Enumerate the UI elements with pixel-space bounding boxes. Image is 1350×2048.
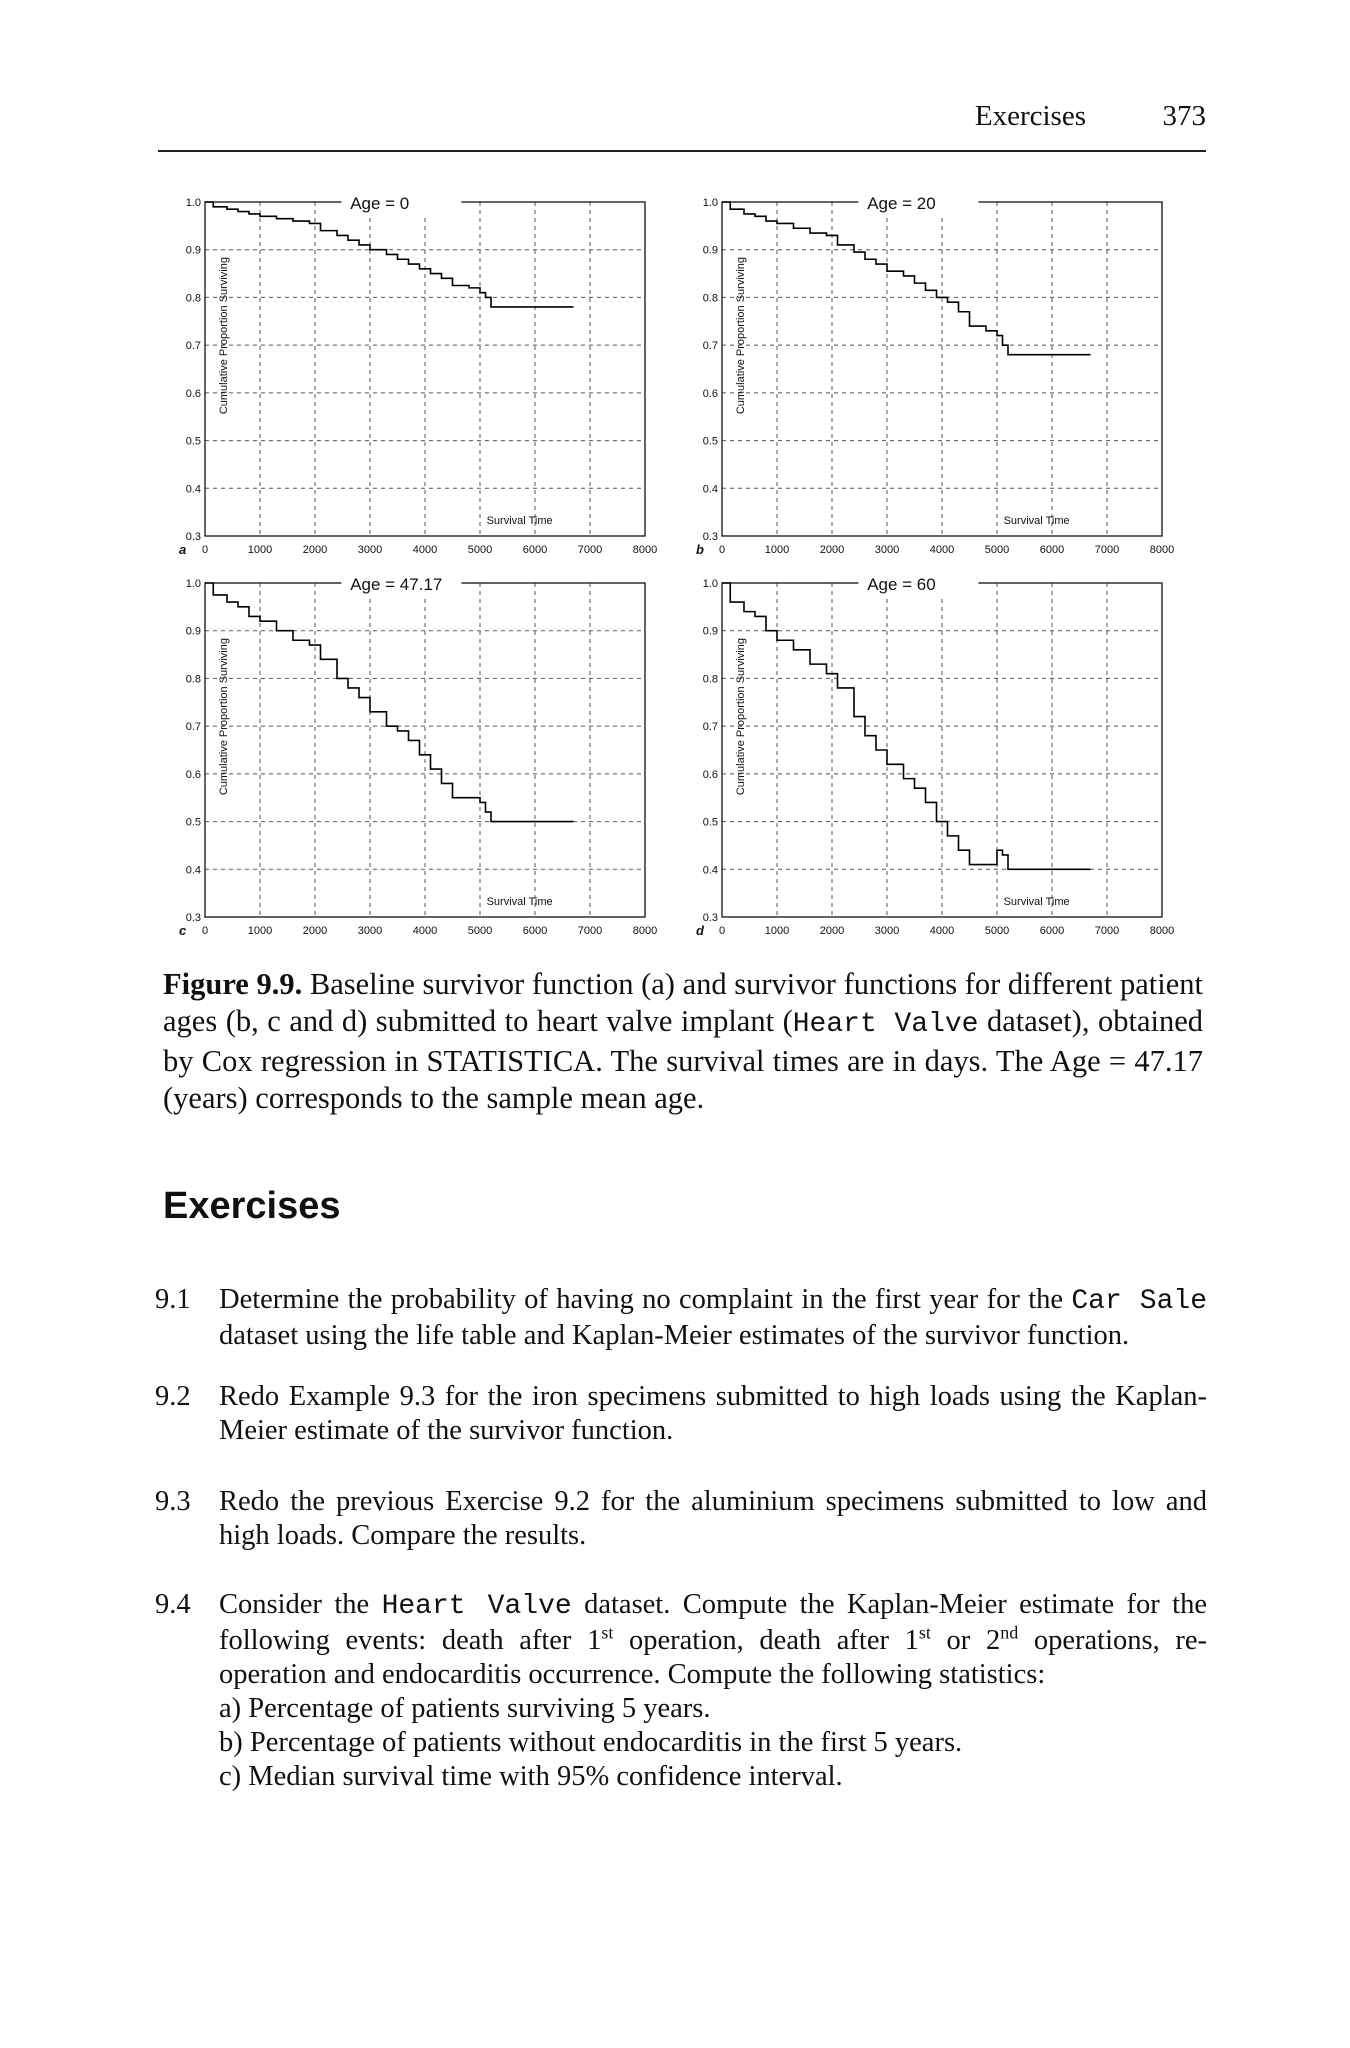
x-tick-label: 6000 [1039,544,1065,556]
superscript: st [918,1622,931,1643]
x-tick-label: 7000 [1094,925,1120,937]
y-axis-label: Cumulative Proportion Surviving [735,638,747,796]
x-tick-label: 0 [718,925,726,937]
y-axis-label: Cumulative Proportion Surviving [735,257,747,415]
exercises-heading: Exercises [163,1185,341,1227]
y-tick-label: 1.0 [702,578,718,590]
y-tick-label: 0.7 [185,721,201,734]
y-tick-label: 0.4 [185,483,201,496]
x-tick-label: 0 [718,544,726,556]
header-section-title: Exercises [974,100,1086,132]
x-tick-label: 8000 [1149,925,1175,937]
x-tick-label: 1000 [764,925,790,937]
chart-panel-c [179,573,657,938]
y-tick-label: 0.8 [702,292,718,305]
y-tick-label: 0.6 [185,387,201,400]
x-tick-label: 1000 [247,925,273,937]
y-tick-label: 0.3 [185,912,201,924]
x-tick-label: 6000 [522,544,548,556]
exercise-text: operation, death after 1 [613,1625,919,1656]
y-tick-label: 0.7 [702,721,718,734]
y-axis-label: Cumulative Proportion Surviving [218,638,230,796]
x-tick-label: 1000 [764,544,790,556]
x-tick-label: 3000 [874,925,900,937]
y-tick-label: 0.5 [185,816,201,829]
x-tick-label: 4000 [929,925,955,937]
chart-title: Age = 47.17 [350,575,443,594]
x-tick-label: 4000 [412,925,438,937]
x-tick-label: 4000 [929,544,955,556]
chart-title: Age = 0 [350,194,410,213]
x-tick-label: 4000 [412,544,438,556]
y-tick-label: 0.9 [185,244,201,257]
exercise-dataset-name: Heart Valve [381,1591,572,1622]
y-tick-label: 0.4 [702,864,718,877]
x-tick-label: 6000 [1039,925,1065,937]
x-tick-label: 0 [201,544,209,556]
caption-dataset-name: Heart Valve [792,1009,979,1040]
x-axis-label: Survival Time [486,515,553,527]
panel-letter: b [696,542,704,557]
exercise-9-1 [155,1283,1207,1353]
x-tick-label: 7000 [577,544,603,556]
exercise-text: Redo Example 9.3 for the iron specimens submitted to high loads using the Kaplan-Meier estimate of the survivor function. [219,1381,1207,1446]
chart-panel-b [696,192,1174,557]
y-tick-label: 0.9 [702,625,718,638]
exercise-text: Redo the previous Exercise 9.2 for the aluminium specimens submitted to low and high loads. Compare the results. [219,1486,1207,1551]
caption-label: Figure 9.9. [163,967,303,1001]
x-axis-label: Survival Time [486,896,553,908]
exercise-subitem: a) Percentage of patients surviving 5 years. [219,1693,711,1724]
chart-panel-a [179,192,657,557]
chart-title: Age = 60 [867,575,936,594]
x-tick-label: 6000 [522,925,548,937]
y-axis-label: Cumulative Proportion Surviving [218,257,230,415]
exercise-number: 9.1 [155,1284,191,1315]
exercise-subitem: c) Median survival time with 95% confidence interval. [219,1761,843,1792]
x-tick-label: 3000 [357,925,383,937]
x-tick-label: 0 [201,925,209,937]
superscript: st [601,1622,614,1643]
exercise-number: 9.3 [155,1486,191,1517]
superscript: nd [1000,1622,1019,1643]
y-tick-label: 0.6 [702,387,718,400]
exercise-text: dataset. Compute the Kaplan-Meier estimate for the following events: death after 1 [219,1589,1207,1656]
y-tick-label: 0.8 [702,673,718,686]
x-tick-label: 5000 [984,925,1010,937]
y-tick-label: 0.3 [702,912,718,924]
y-tick-label: 0.9 [185,625,201,638]
panel-letter: d [696,923,704,938]
x-tick-label: 7000 [577,925,603,937]
x-tick-label: 8000 [632,925,658,937]
panel-letter: a [179,542,187,557]
exercise-text: dataset using the life table and Kaplan-Meier estimates of the survivor function. [219,1320,1130,1351]
exercise-number: 9.2 [155,1381,191,1412]
y-tick-label: 0.8 [185,292,201,305]
x-tick-label: 2000 [302,544,328,556]
exercise-text: operations, re-operation and endocarditis occurrence. Compute the following statistics: [219,1625,1207,1690]
y-tick-label: 0.7 [702,340,718,353]
x-tick-label: 2000 [819,925,845,937]
y-tick-label: 0.3 [185,531,201,543]
exercise-dataset-name: Car Sale [1071,1286,1207,1317]
y-tick-label: 0.9 [702,244,718,257]
y-tick-label: 1.0 [185,197,201,209]
exercise-number: 9.4 [155,1589,191,1620]
x-tick-label: 5000 [467,925,493,937]
y-tick-label: 0.5 [702,816,718,829]
y-tick-label: 0.8 [185,673,201,686]
x-tick-label: 8000 [1149,544,1175,556]
y-tick-label: 0.6 [702,768,718,781]
figure-caption [163,966,1203,1117]
y-tick-label: 1.0 [185,578,201,590]
chart-title: Age = 20 [867,194,936,213]
y-tick-label: 0.7 [185,340,201,353]
x-tick-label: 2000 [819,544,845,556]
x-tick-label: 2000 [302,925,328,937]
x-axis-label: Survival Time [1003,896,1070,908]
panel-letter: c [179,923,187,938]
y-tick-label: 0.4 [185,864,201,877]
y-tick-label: 0.5 [702,435,718,448]
caption-text-1: Baseline survivor function (a) and survivor functions for different patient ages (b, c and d) submitted to heart valve implant ( [163,967,1203,1038]
y-tick-label: 0.3 [702,531,718,543]
x-tick-label: 5000 [984,544,1010,556]
exercise-text: Determine the probability of having no complaint in the first year for the [219,1284,1072,1315]
exercise-9-2 [155,1380,1207,1448]
x-axis-label: Survival Time [1003,515,1070,527]
x-tick-label: 5000 [467,544,493,556]
x-tick-label: 3000 [874,544,900,556]
x-tick-label: 8000 [632,544,658,556]
caption-text-2: dataset), obtained by Cox regression in STATISTICA. The survival times are in days. The Age = 47.17 (years) corresponds to the sample mean age. [163,1004,1204,1115]
x-tick-label: 1000 [247,544,273,556]
figure-9-9 [155,190,1200,955]
y-tick-label: 1.0 [702,197,718,209]
exercise-9-4 [155,1588,1207,1794]
x-tick-label: 7000 [1094,544,1120,556]
y-tick-label: 0.5 [185,435,201,448]
y-tick-label: 0.4 [702,483,718,496]
exercise-9-3 [155,1485,1207,1553]
exercise-text: Consider the [219,1589,382,1620]
exercise-text: or 2 [930,1625,1001,1656]
page-number: 373 [1162,100,1206,132]
chart-panel-d [696,573,1174,938]
running-header [158,96,1206,152]
x-tick-label: 3000 [357,544,383,556]
y-tick-label: 0.6 [185,768,201,781]
exercise-subitem: b) Percentage of patients without endocarditis in the first 5 years. [219,1727,963,1758]
